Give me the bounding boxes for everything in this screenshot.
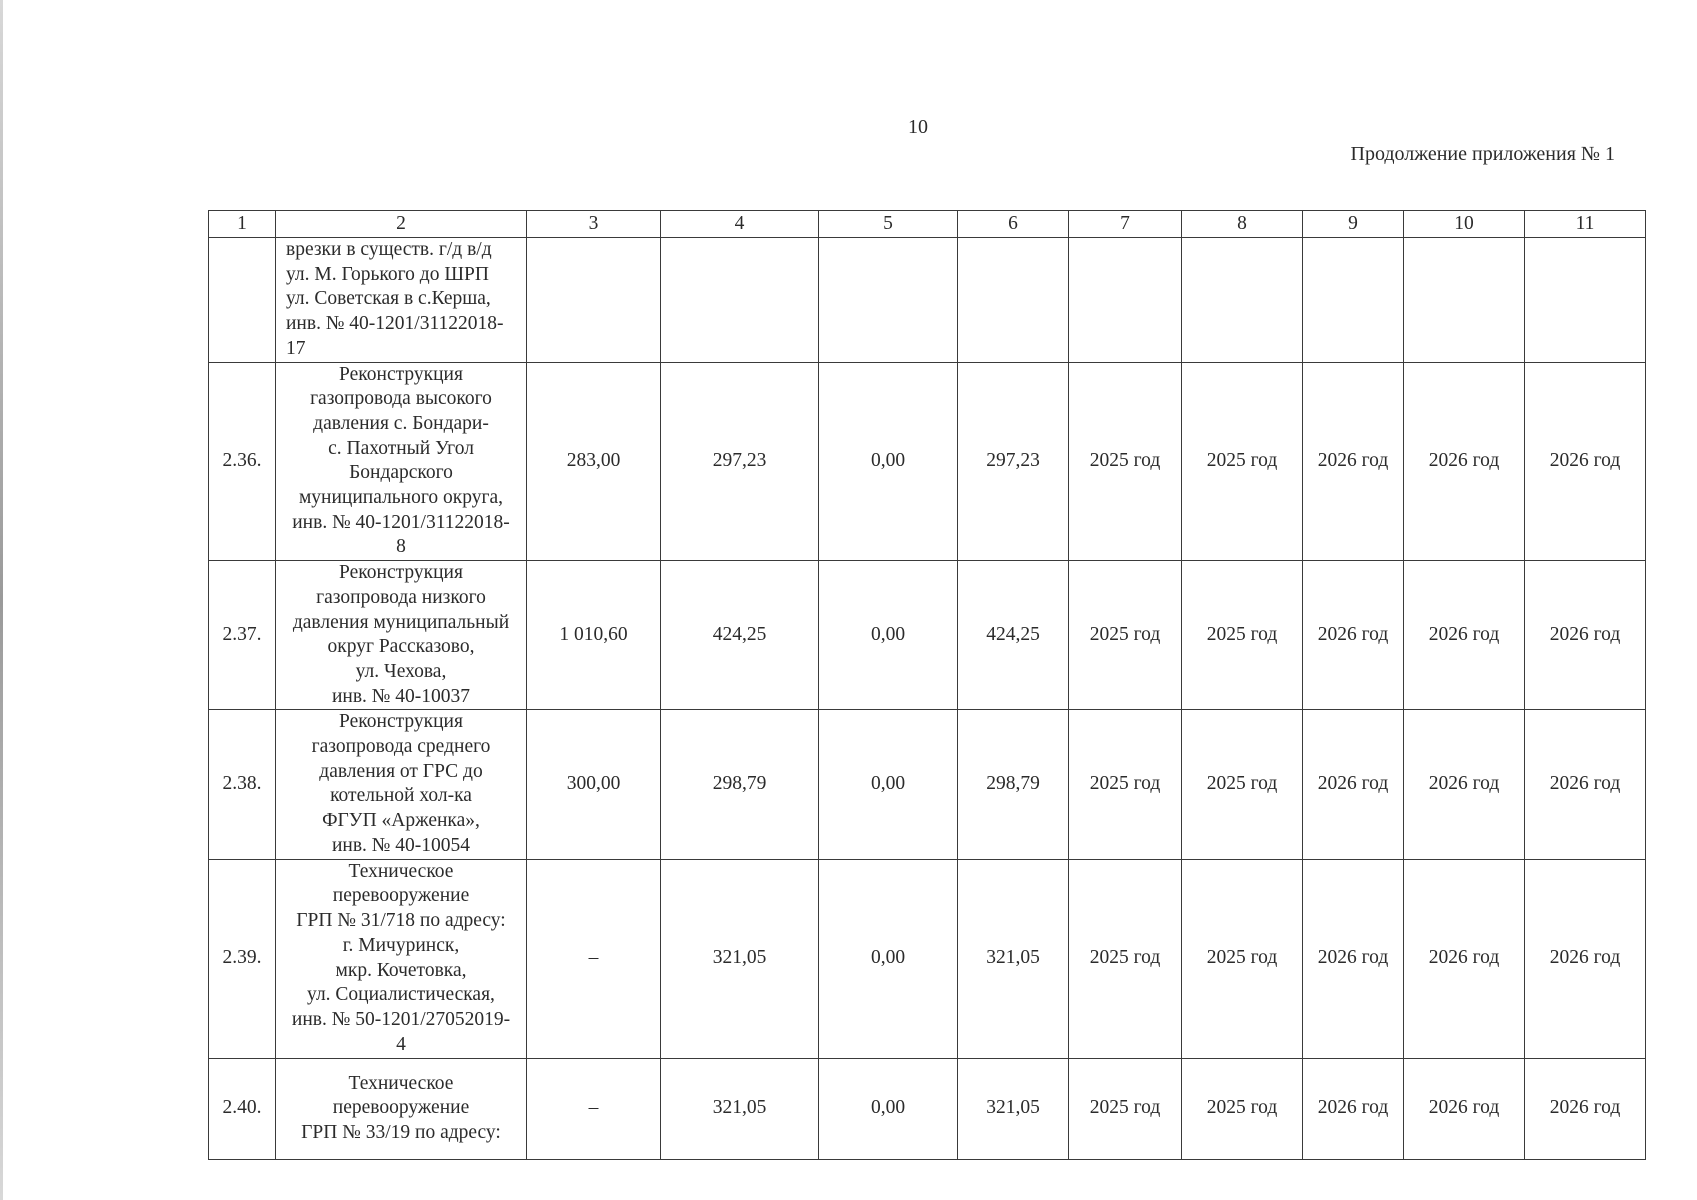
column-header: 11	[1525, 211, 1646, 238]
table-cell: 2025 год	[1182, 859, 1303, 1058]
table-cell	[1525, 238, 1646, 363]
table-cell: 321,05	[958, 1058, 1069, 1159]
column-header: 2	[276, 211, 527, 238]
appendix-table	[208, 210, 1646, 1160]
table-cell: 321,05	[661, 1058, 819, 1159]
table-cell	[527, 238, 661, 363]
table-cell: 321,05	[661, 859, 819, 1058]
table-cell: 2026 год	[1404, 561, 1525, 710]
table-cell: 2026 год	[1525, 859, 1646, 1058]
table-cell: 2026 год	[1525, 1058, 1646, 1159]
table-row	[209, 238, 1646, 363]
table-cell: 1 010,60	[527, 561, 661, 710]
object-description: Техническое перевооружение ГРП № 31/718 по адресу: г. Мичуринск, мкр. Кочетовка, ул. Социалистическая, инв. № 50-1201/27052019- 4	[276, 859, 527, 1058]
object-description: врезки в существ. г/д в/д ул. М. Горького до ШРП ул. Советская в с.Керша, инв. № 40-1201/31122018- 17	[276, 238, 527, 363]
table-cell: 2026 год	[1525, 710, 1646, 859]
table-cell: 300,00	[527, 710, 661, 859]
table-cell: –	[527, 1058, 661, 1159]
scan-edge	[0, 0, 3, 1200]
object-description: Реконструкция газопровода низкого давления муниципальный округ Рассказово, ул. Чехова, инв. № 40-10037	[276, 561, 527, 710]
table-cell: –	[527, 859, 661, 1058]
table-cell: 2025 год	[1069, 1058, 1182, 1159]
column-header: 8	[1182, 211, 1303, 238]
table-cell: 2026 год	[1404, 710, 1525, 859]
table-cell: 2026 год	[1303, 710, 1404, 859]
column-header: 5	[819, 211, 958, 238]
table-cell: 2026 год	[1303, 1058, 1404, 1159]
table-row	[209, 362, 1646, 561]
table-cell: 2025 год	[1069, 859, 1182, 1058]
table-row	[209, 561, 1646, 710]
column-header: 4	[661, 211, 819, 238]
table-cell: 2025 год	[1182, 561, 1303, 710]
table-cell: 2025 год	[1182, 1058, 1303, 1159]
row-number: 2.37.	[209, 561, 276, 710]
table-cell	[1182, 238, 1303, 363]
table-row	[209, 859, 1646, 1058]
table-cell	[1303, 238, 1404, 363]
table-cell: 0,00	[819, 561, 958, 710]
table-cell: 298,79	[661, 710, 819, 859]
table-cell: 0,00	[819, 710, 958, 859]
table-cell: 2025 год	[1069, 362, 1182, 561]
table-cell: 2026 год	[1404, 1058, 1525, 1159]
appendix-continuation-label: Продолжение приложения № 1	[1350, 143, 1615, 165]
table-cell: 2026 год	[1303, 859, 1404, 1058]
table-cell	[1069, 238, 1182, 363]
table-row	[209, 710, 1646, 859]
table-cell: 297,23	[958, 362, 1069, 561]
column-header: 3	[527, 211, 661, 238]
table-cell	[819, 238, 958, 363]
row-number: 2.36.	[209, 362, 276, 561]
table-cell: 2026 год	[1525, 561, 1646, 710]
table-cell: 2026 год	[1303, 561, 1404, 710]
column-header: 10	[1404, 211, 1525, 238]
row-number	[209, 238, 276, 363]
table-cell: 2025 год	[1069, 561, 1182, 710]
table-cell: 283,00	[527, 362, 661, 561]
table-cell: 2026 год	[1404, 859, 1525, 1058]
table-row	[209, 1058, 1646, 1159]
table-cell: 2026 год	[1404, 362, 1525, 561]
table-cell: 298,79	[958, 710, 1069, 859]
table-cell: 0,00	[819, 362, 958, 561]
table-cell: 2025 год	[1069, 710, 1182, 859]
row-number: 2.39.	[209, 859, 276, 1058]
table-cell: 0,00	[819, 1058, 958, 1159]
table-cell: 321,05	[958, 859, 1069, 1058]
object-description: Реконструкция газопровода среднего давления от ГРС до котельной хол-ка ФГУП «Арженка», инв. № 40-10054	[276, 710, 527, 859]
table-cell: 2026 год	[1303, 362, 1404, 561]
column-header: 7	[1069, 211, 1182, 238]
table-cell: 424,25	[958, 561, 1069, 710]
column-header: 9	[1303, 211, 1404, 238]
column-header: 1	[209, 211, 276, 238]
row-number: 2.38.	[209, 710, 276, 859]
row-number: 2.40.	[209, 1058, 276, 1159]
table-cell	[958, 238, 1069, 363]
table-header-row	[209, 211, 1646, 238]
table-cell: 2025 год	[1182, 362, 1303, 561]
table-cell: 2025 год	[1182, 710, 1303, 859]
table-cell	[661, 238, 819, 363]
table-cell: 0,00	[819, 859, 958, 1058]
table-cell	[1404, 238, 1525, 363]
table-cell: 297,23	[661, 362, 819, 561]
table-cell: 424,25	[661, 561, 819, 710]
object-description: Реконструкция газопровода высокого давления с. Бондари- с. Пахотный Угол Бондарского муниципального округа, инв. № 40-1201/31122018- 8	[276, 362, 527, 561]
object-description: Техническое перевооружение ГРП № 33/19 по адресу:	[276, 1058, 527, 1159]
table-cell: 2026 год	[1525, 362, 1646, 561]
page-number: 10	[908, 116, 928, 138]
column-header: 6	[958, 211, 1069, 238]
